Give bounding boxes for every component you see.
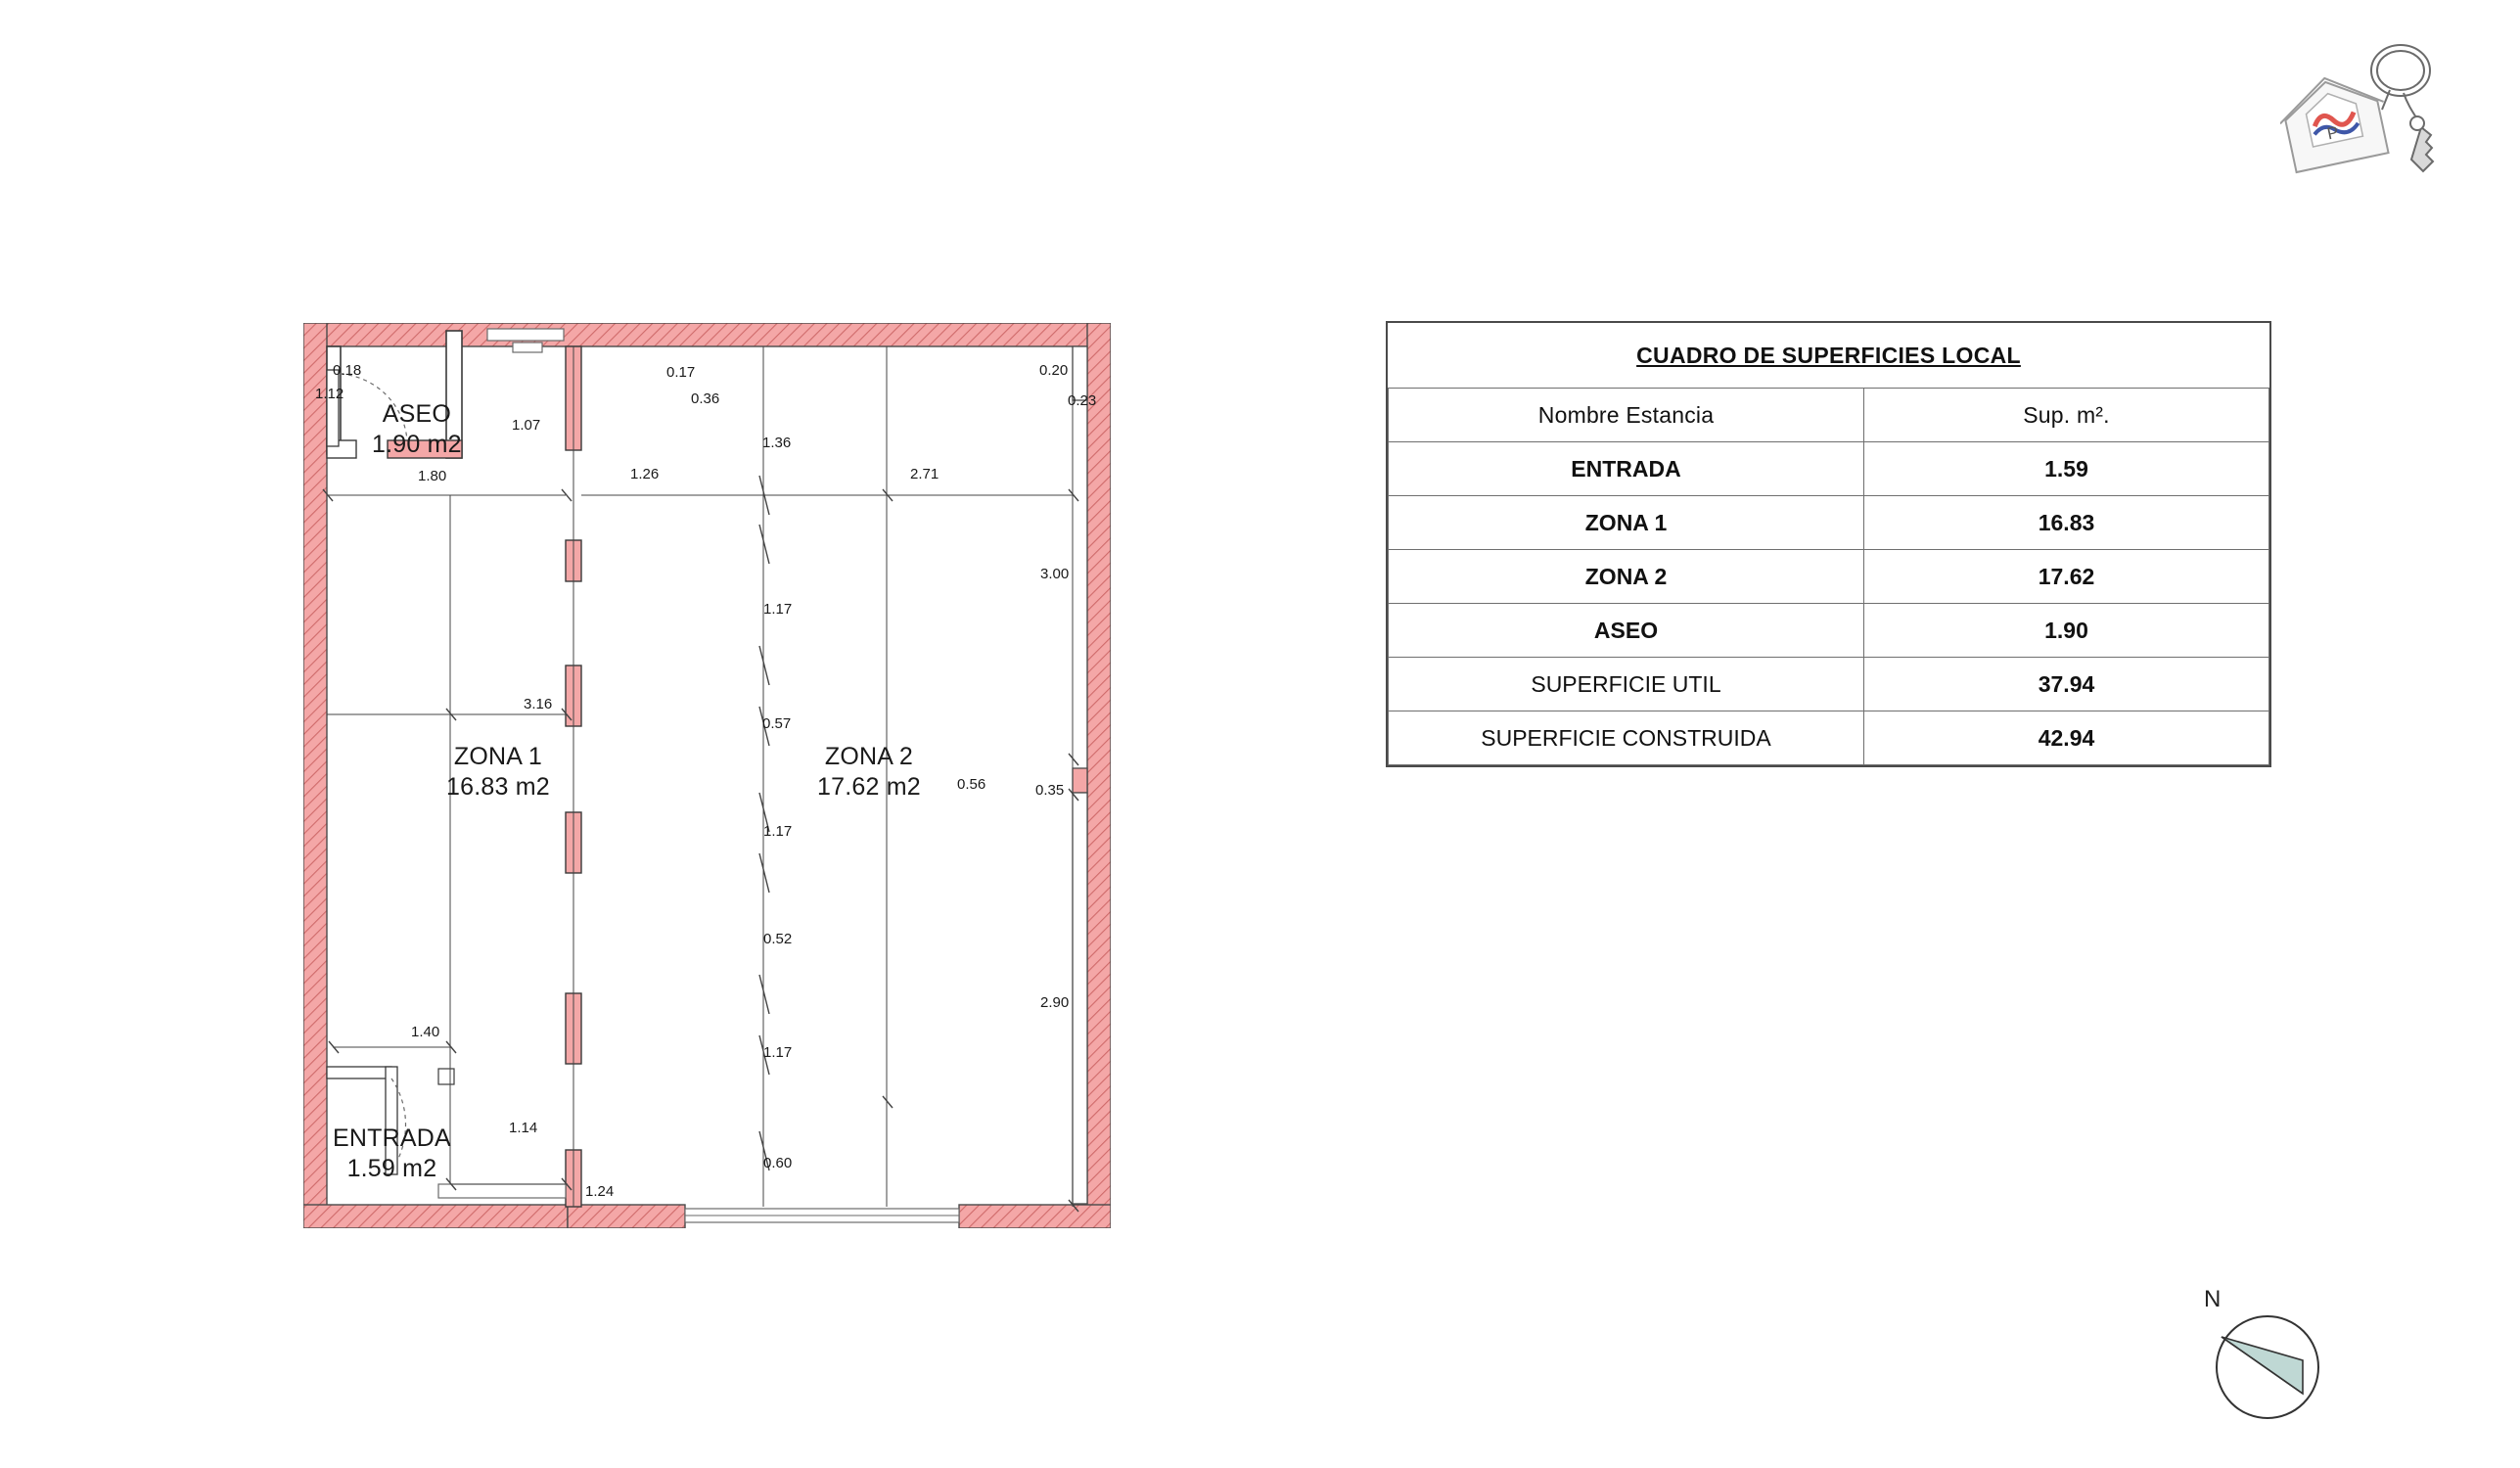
room-label-aseo: [372, 399, 462, 461]
dimension-text: 0.35: [1035, 782, 1065, 799]
room-label-zona2: [817, 742, 921, 803]
dimension-text: 3.16: [524, 696, 553, 712]
room-area: 1.90 m2: [372, 431, 462, 459]
room-name: ZONA 1: [453, 743, 542, 770]
row-value: 37.94: [1864, 658, 2269, 711]
dimension-text: 1.12: [315, 386, 344, 402]
dimension-text: 0.20: [1039, 362, 1069, 379]
dimension-text: 1.80: [418, 468, 447, 484]
room-area: 17.62 m2: [817, 773, 921, 802]
row-value: 1.59: [1864, 442, 2269, 496]
row-value: 16.83: [1864, 496, 2269, 550]
dimension-text: 1.07: [512, 417, 541, 434]
keychain-house-icon: [2280, 39, 2476, 235]
dimension-text: 1.36: [762, 435, 792, 451]
dimension-text: 0.36: [691, 390, 720, 407]
row-value: 1.90: [1864, 604, 2269, 658]
dimension-text: 1.26: [630, 466, 660, 482]
table-row: [1389, 604, 2269, 658]
compass-icon: [2210, 1309, 2325, 1425]
table-row: [1389, 442, 2269, 496]
north-arrow: [2204, 1286, 2325, 1425]
north-label: N: [2204, 1286, 2222, 1312]
row-name: ASEO: [1389, 604, 1864, 658]
dimension-text: 0.17: [666, 364, 696, 381]
dimension-text: 0.52: [763, 931, 793, 947]
table-header-row: [1389, 389, 2269, 442]
room-label-entrada: [333, 1124, 451, 1185]
row-value: 17.62: [1864, 550, 2269, 604]
row-value: 42.94: [1864, 711, 2269, 765]
dimension-text: 0.56: [957, 776, 986, 793]
room-name: ENTRADA: [333, 1124, 451, 1152]
dimension-text: 0.57: [762, 715, 792, 732]
room-name: ZONA 2: [824, 743, 913, 770]
room-area: 16.83 m2: [446, 773, 550, 802]
table-title: CUADRO DE SUPERFICIES LOCAL: [1636, 342, 2021, 368]
dimension-text: 3.00: [1040, 566, 1070, 582]
table-row: [1389, 658, 2269, 711]
interior-walls: [327, 329, 1087, 1207]
room-area: 1.59 m2: [346, 1155, 437, 1183]
svg-text:P: P: [2325, 122, 2341, 144]
dimension-text: 1.14: [509, 1120, 538, 1136]
row-name: ENTRADA: [1389, 442, 1864, 496]
row-name: SUPERFICIE CONSTRUIDA: [1389, 711, 1864, 765]
dimension-text: 0.60: [763, 1155, 793, 1171]
table-row: [1389, 711, 2269, 765]
dimension-text: 2.71: [910, 466, 939, 482]
dimension-text: 1.24: [585, 1183, 615, 1200]
dimension-text: 1.40: [411, 1024, 440, 1040]
row-name: ZONA 1: [1389, 496, 1864, 550]
dimension-text: 2.90: [1040, 994, 1070, 1011]
column-header-name: Nombre Estancia: [1389, 389, 1864, 442]
dimension-text: 0.23: [1068, 392, 1097, 409]
floor-plan: [303, 323, 1111, 1228]
dimension-text: 1.17: [763, 1044, 793, 1061]
company-logo: [2280, 39, 2476, 235]
dimension-text: 0.18: [333, 362, 362, 379]
surface-table: [1386, 321, 2271, 767]
table-row: [1389, 496, 2269, 550]
dimension-text: 1.17: [763, 601, 793, 618]
room-label-zona1: [446, 742, 550, 803]
row-name: SUPERFICIE UTIL: [1389, 658, 1864, 711]
table-row: [1389, 550, 2269, 604]
row-name: ZONA 2: [1389, 550, 1864, 604]
dimension-text: 1.17: [763, 823, 793, 840]
room-name: ASEO: [382, 400, 451, 428]
column-header-value: Sup. m².: [1864, 389, 2269, 442]
